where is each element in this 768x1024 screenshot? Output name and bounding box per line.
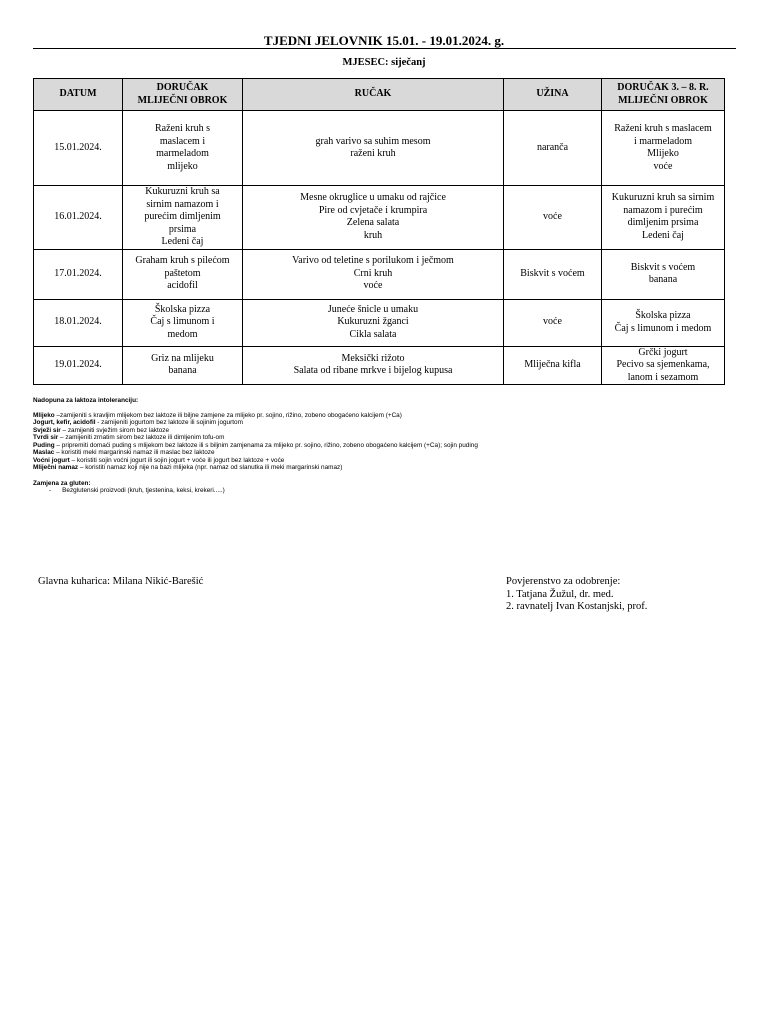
note-text: – zamijeniti zrnatim sirom bez laktoze ili dimljenim tofu-om xyxy=(58,434,225,441)
note-term: Puding xyxy=(33,441,55,449)
table-row xyxy=(34,346,725,385)
snack-cell: Biskvit s voćem xyxy=(504,249,602,299)
table-row xyxy=(34,249,725,299)
date-cell: 19.01.2024. xyxy=(34,346,123,385)
note-text: – pripremiti domaći puding s mlijekom bez laktoze ili s biljnim zamjenama za mlijeko pr. sojino, rižino, zobeno obogaćeno kalcijem (+Ca); sojin puding xyxy=(54,441,478,449)
lactose-note-item xyxy=(33,464,733,472)
note-text: – zamijeniti svježim sirom bez laktoze xyxy=(60,426,170,434)
note-term: Maslac xyxy=(33,449,55,456)
snack-cell: voće xyxy=(504,186,602,250)
page-title: TJEDNI JELOVNIK 15.01. - 19.01.2024. g. xyxy=(263,33,505,48)
committee-title: Povjerenstvo za odobrenje: xyxy=(506,576,621,587)
breakfast-cell: Školska pizza Čaj s limunom i medom xyxy=(123,299,243,346)
title-underline xyxy=(33,48,736,49)
table-row xyxy=(34,299,725,346)
breakfast-3-8-cell: Kukuruzni kruh sa sirnim namazom i purećim dimljenim prsima Ledeni čaj xyxy=(602,186,725,250)
column-header-lunch: RUČAK xyxy=(243,79,504,111)
note-term: Mliječni namaz xyxy=(33,464,79,471)
table-row xyxy=(34,186,725,250)
note-text: - zamijeniti jogurtom bez laktoze ili sojinim jogurtom xyxy=(95,419,243,426)
column-header-breakfast: DORUČAK MLIJEČNI OBROK xyxy=(123,79,243,111)
note-text: – koristiti sojin voćni jogurt ili sojin jogurt + voće ili jogurt bez laktoze + voće xyxy=(69,456,285,464)
note-term: Jogurt, kefir, acidofil xyxy=(33,419,96,426)
breakfast-cell: Kukuruzni kruh sa sirnim namazom i purećim dimljenim prsima Ledeni čaj xyxy=(123,186,243,250)
breakfast-cell: Griz na mlijeku banana xyxy=(123,346,243,385)
note-term: Svježi sir xyxy=(33,426,61,434)
note-term: Mlijeko xyxy=(33,411,55,419)
breakfast-3-8-cell: Biskvit s voćem banana xyxy=(602,249,725,299)
committee-member: 1. Tatjana Žužul, dr. med. xyxy=(506,588,614,600)
date-cell: 17.01.2024. xyxy=(34,249,123,299)
snack-cell: Mliječna kifla xyxy=(504,346,602,385)
lactose-note-item xyxy=(33,419,733,427)
month-label: MJESEC: siječanj xyxy=(342,57,426,68)
gluten-note-text: Bezglutenski proizvodi (kruh, tjestenina, keksi, krekeri.....) xyxy=(62,487,225,494)
table-row xyxy=(34,111,725,186)
lunch-cell: Mesne okruglice u umaku od rajčice Pire od cvjetače i krumpira Zelena salata kruh xyxy=(243,186,504,250)
breakfast-cell: Graham kruh s pilećom paštetom acidofil xyxy=(123,249,243,299)
lactose-note-item xyxy=(33,434,733,442)
approval-committee xyxy=(506,576,647,614)
note-term: Tvrdi sir xyxy=(33,434,59,441)
column-header-date: DATUM xyxy=(34,79,123,111)
lunch-cell: Meksički rižoto Salata od ribane mrkve i bijelog kupusa xyxy=(243,346,504,385)
lunch-cell: Juneće šnicle u umaku Kukuruzni žganci Cikla salata xyxy=(243,299,504,346)
date-cell: 16.01.2024. xyxy=(34,186,123,250)
lunch-cell: Varivo od teletine s porilukom i ječmom Crni kruh voće xyxy=(243,249,504,299)
gluten-note-item xyxy=(33,487,733,495)
lactose-note-item xyxy=(33,412,733,420)
snack-cell: naranča xyxy=(504,111,602,186)
column-header-snack: UŽINA xyxy=(504,79,602,111)
lactose-note-item xyxy=(33,457,733,465)
bullet-dash: - xyxy=(49,487,52,494)
breakfast-3-8-cell: Grčki jogurt Pecivo sa sjemenkama, lanom i sezamom xyxy=(602,346,725,385)
note-term: Voćni jogurt xyxy=(33,456,70,464)
lunch-cell: grah varivo sa suhim mesom raženi kruh xyxy=(243,111,504,186)
breakfast-cell: Raženi kruh s maslacem i marmeladom mlijeko xyxy=(123,111,243,186)
lactose-note-item xyxy=(33,449,733,457)
breakfast-3-8-cell: Raženi kruh s maslacem i marmeladom Mlijeko voće xyxy=(602,111,725,186)
menu-table xyxy=(33,78,725,385)
lactose-note-item xyxy=(33,427,733,435)
date-cell: 18.01.2024. xyxy=(34,299,123,346)
lactose-note-item xyxy=(33,442,733,450)
breakfast-3-8-cell: Školska pizza Čaj s limunom i medom xyxy=(602,299,725,346)
snack-cell: voće xyxy=(504,299,602,346)
lactose-notes-title: Nadopuna za laktoza intoleranciju: xyxy=(33,397,139,404)
committee-member: 2. ravnatelj Ivan Kostanjski, prof. xyxy=(506,601,648,612)
dietary-notes xyxy=(33,397,733,495)
head-cook-signature: Glavna kuharica: Milana Nikić-Barešić xyxy=(38,576,204,587)
table-header-row xyxy=(34,79,725,111)
note-text: –zamijeniti s kravljim mlijekom bez laktoze ili biljne zamjene za mlijeko pr. sojino, rižino, zobeno obogaćeno kalcijem (+Ca) xyxy=(54,411,402,419)
note-text: – koristiti meki margarinski namaz ili maslac bez laktoze xyxy=(54,449,215,456)
note-text: – koristiti namaz koji nije na bazi mlijeka (npr. namaz od slanutka ili meki margarinski namaz) xyxy=(78,464,343,471)
date-cell: 15.01.2024. xyxy=(34,111,123,186)
gluten-notes-title: Zamjena za gluten: xyxy=(33,479,91,487)
column-header-breakfast-3-8: DORUČAK 3. – 8. R. MLIJEČNI OBROK xyxy=(602,79,725,111)
